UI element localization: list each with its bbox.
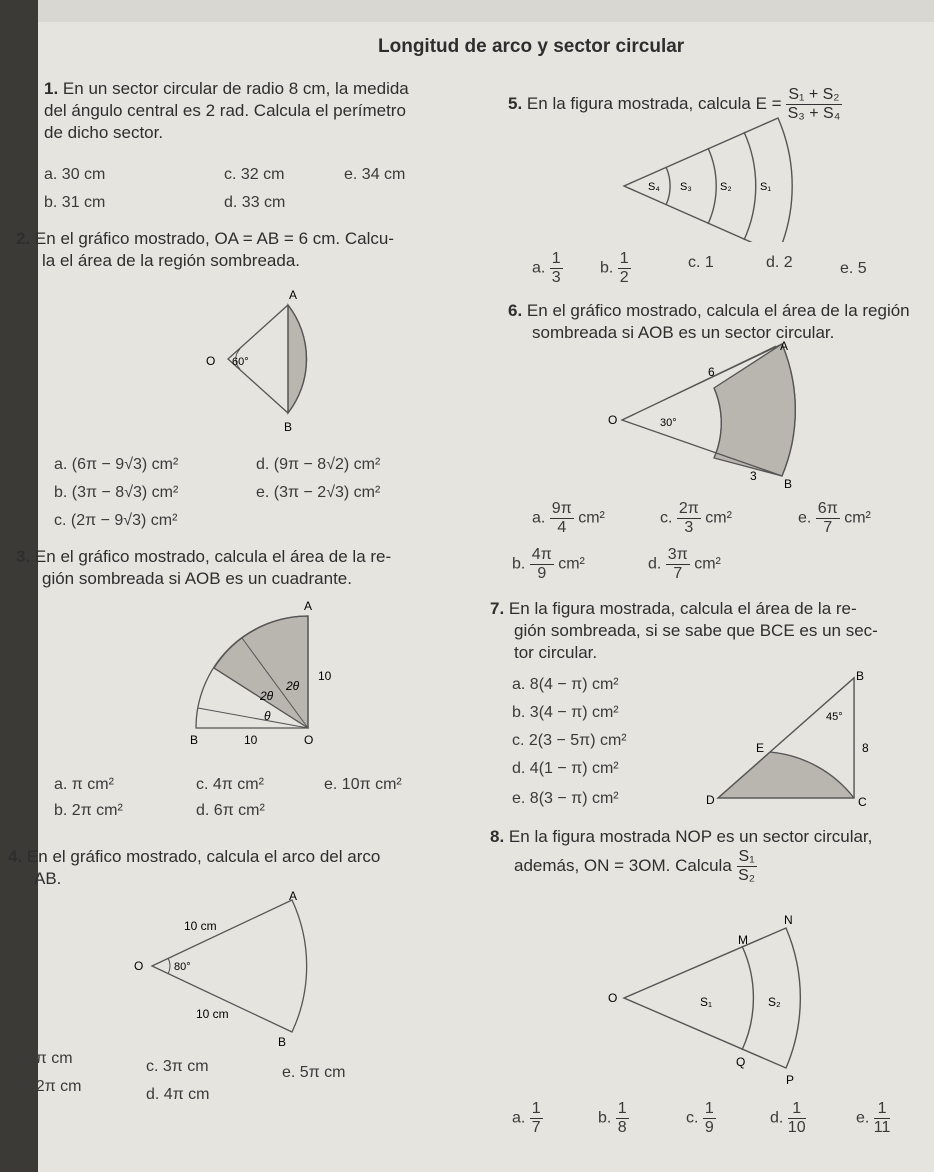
q6-option-c-label: c.: [660, 509, 673, 527]
q7-option-b[interactable]: b. 3(4 − π) cm²: [512, 704, 619, 721]
q5-formula-den: S₃ + S₄: [787, 105, 841, 122]
q3-option-b[interactable]: b. 2π cm²: [54, 802, 123, 819]
q3-label-ten-bottom: 10: [244, 733, 258, 747]
q6-option-c-frac: [677, 500, 701, 537]
q3-line-2: gión sombreada si AOB es un cuadrante.: [42, 569, 352, 588]
worksheet-page: [8, 0, 934, 1172]
q4-option-d[interactable]: d. 4π cm: [146, 1086, 210, 1103]
q6-option-b-unit: cm²: [558, 555, 585, 573]
q5-option-b-den: 2: [619, 269, 629, 286]
q3-number: 3.: [16, 547, 31, 566]
q4-label-o: O: [134, 959, 144, 973]
q3-label-theta: θ: [264, 709, 271, 723]
q8-label-q: Q: [736, 1055, 746, 1069]
q8-label-s1: S₁: [700, 995, 713, 1009]
q6-label-six: 6: [708, 365, 715, 379]
q6-label-b: B: [784, 477, 793, 491]
q4-option-c[interactable]: c. 3π cm: [146, 1058, 209, 1075]
q6-option-e-frac: [816, 500, 840, 537]
q8-option-a-num: 1: [531, 1100, 541, 1117]
q6-option-a-unit: cm²: [578, 509, 605, 527]
q8-ratio: [737, 848, 757, 885]
q4-line-1: En el gráfico mostrado, calcula el arco del arco: [26, 847, 381, 866]
q5-formula-num: S₁ + S₂: [788, 86, 840, 103]
q2-angle-label: 60°: [232, 356, 249, 368]
q8-number: 8.: [490, 827, 505, 846]
q5-option-a[interactable]: [532, 250, 563, 287]
q3-label-a: A: [304, 599, 313, 613]
q3-option-e[interactable]: e. 10π cm²: [324, 776, 402, 793]
q4-label-b: B: [278, 1035, 287, 1048]
q3-option-a[interactable]: a. π cm²: [54, 776, 114, 793]
q5-option-a-label: a.: [532, 259, 546, 277]
q6-option-a[interactable]: [532, 500, 605, 537]
q8-option-b-frac: [616, 1100, 629, 1137]
q8-option-c[interactable]: [686, 1100, 716, 1137]
q1-option-a[interactable]: a. 30 cm: [44, 166, 106, 183]
q3-label-o: O: [304, 733, 314, 747]
q6-label-three: 3: [750, 469, 757, 483]
q1-line-2: del ángulo central es 2 rad. Calcula el perímetro: [44, 101, 406, 120]
q2-line-1: En el gráfico mostrado, OA = AB = 6 cm. Calcu-: [34, 229, 394, 248]
q5-option-d-label: d.: [766, 254, 780, 271]
q6-option-d-den: 7: [673, 565, 683, 582]
q7-option-e[interactable]: e. 8(3 − π) cm²: [512, 790, 619, 807]
q2-number: 2.: [16, 229, 31, 248]
q6-option-b-num: 4π: [531, 546, 552, 563]
q5-label-s1: S₁: [760, 181, 772, 193]
q8-option-b-den: 8: [617, 1119, 627, 1136]
q8-option-e-num: 1: [874, 1100, 891, 1119]
q6-line-1: En el gráfico mostrado, calcula el área de la región: [526, 301, 910, 320]
q5-option-a-den: 3: [551, 269, 561, 286]
page-top-edge: [38, 0, 934, 22]
q1-option-c[interactable]: c. 32 cm: [224, 166, 285, 183]
q5-arc-2: [708, 148, 716, 224]
q6-figure: [608, 336, 828, 496]
q7-number: 7.: [490, 599, 505, 618]
q7-angle-label: 45°: [826, 711, 843, 723]
page-title: Longitud de arco y sector circular: [378, 36, 685, 57]
q4-option-e[interactable]: e. 5π cm: [282, 1064, 346, 1081]
q6-label-o: O: [608, 413, 618, 427]
q4-line-2: AB.: [34, 869, 62, 888]
q6-line-2: sombreada si AOB es un sector circular.: [532, 323, 835, 342]
q1-number: 1.: [44, 79, 59, 98]
q8-label-n: N: [784, 913, 793, 927]
q6-number: 6.: [508, 301, 523, 320]
q7-line-1: En la figura mostrada, calcula el área de la re-: [508, 599, 857, 618]
q6-angle-label: 30°: [660, 417, 677, 429]
q4-label-r2: 10 cm: [196, 1007, 229, 1021]
q4-number: 4.: [8, 847, 23, 866]
q8-option-c-label: c.: [686, 1109, 699, 1127]
q3-label-b: B: [190, 733, 199, 747]
q5-arc-3: [744, 132, 756, 240]
q8-option-a-label: a.: [512, 1109, 526, 1127]
q6-option-b[interactable]: [512, 546, 585, 583]
q3-figure: [168, 598, 348, 753]
q5-option-e-label: e.: [840, 260, 854, 277]
q8-label-o: O: [608, 991, 618, 1005]
q5-option-c-label: c.: [688, 254, 701, 271]
q6-option-a-den: 4: [557, 519, 567, 536]
q4-option-b[interactable]: b. 2π cm: [18, 1078, 82, 1095]
q7-option-d[interactable]: d. 4(1 − π) cm²: [512, 760, 619, 777]
q5-option-d-value: 2: [783, 254, 793, 271]
q6-option-a-frac: [550, 500, 574, 537]
q6-option-e-num: 6π: [817, 500, 838, 517]
q6-option-b-den: 9: [537, 565, 547, 582]
q3-label-2theta-b: 2θ: [260, 689, 274, 703]
q8-option-b[interactable]: [598, 1100, 629, 1137]
q3-option-c[interactable]: c. 4π cm²: [196, 776, 264, 793]
q6-option-c[interactable]: [660, 500, 732, 537]
q8-option-d-den: 10: [787, 1119, 806, 1136]
q5-option-d[interactable]: [766, 254, 793, 272]
q8-option-e[interactable]: [856, 1100, 890, 1137]
q2-option-e[interactable]: e. (3π − 2√3) cm²: [256, 484, 381, 501]
q8-option-d-num: 1: [788, 1100, 806, 1119]
q8-option-c-den: 9: [704, 1119, 714, 1136]
q8-label-p: P: [786, 1073, 795, 1087]
q6-option-c-num: 2π: [678, 500, 699, 517]
q8-line-2: además, ON = 3OM. Calcula: [514, 855, 732, 875]
q5-option-a-num: 1: [551, 250, 561, 267]
q8-ratio-num: S₁: [738, 848, 755, 865]
q8-option-a[interactable]: [512, 1100, 543, 1137]
q8-option-e-frac: [874, 1100, 891, 1137]
q8-label-s2: S₂: [768, 995, 781, 1009]
q6-option-d-num: 3π: [667, 546, 688, 563]
q6-option-b-frac: [530, 546, 554, 583]
q6-option-a-label: a.: [532, 509, 546, 527]
q6-option-d[interactable]: [648, 546, 721, 583]
q7-figure: [704, 668, 894, 818]
q2-option-c[interactable]: c. (2π − 9√3) cm²: [54, 512, 178, 529]
q7-option-a[interactable]: a. 8(4 − π) cm²: [512, 676, 619, 693]
q2-shaded-segment: [288, 305, 307, 413]
q1-line-1: En un sector circular de radio 8 cm, la medida: [62, 79, 409, 98]
q4-angle-arc: [168, 958, 170, 974]
q6-option-d-label: d.: [648, 555, 662, 573]
q2-option-d[interactable]: d. (9π − 8√2) cm²: [256, 456, 381, 473]
q7-label-eight: 8: [862, 741, 869, 755]
q4-text: [8, 846, 380, 890]
q5-figure: [616, 112, 806, 242]
q4-option-a[interactable]: a. π cm: [18, 1050, 73, 1067]
q5-option-a-frac: [550, 250, 563, 287]
q4-label-r1: 10 cm: [184, 919, 217, 933]
q8-option-d-frac: [788, 1100, 806, 1137]
q6-label-a: A: [780, 339, 789, 353]
q5-option-b[interactable]: [600, 250, 631, 287]
q5-option-e-value: 5: [857, 260, 867, 277]
q8-option-b-label: b.: [598, 1109, 612, 1127]
q6-option-e-unit: cm²: [844, 509, 871, 527]
q5-option-c-value: 1: [704, 254, 714, 271]
q6-option-d-frac: [666, 546, 690, 583]
q2-option-a[interactable]: a. (6π − 9√3) cm²: [54, 456, 179, 473]
q3-shaded-sector: [214, 616, 308, 728]
q8-inner-arc: [742, 946, 753, 1050]
q6-option-e-label: e.: [798, 509, 812, 527]
q6-option-a-num: 9π: [551, 500, 572, 517]
q8-option-d[interactable]: [770, 1100, 806, 1137]
q8-option-b-num: 1: [617, 1100, 627, 1117]
q7-label-c: C: [858, 795, 867, 809]
q5-option-b-label: b.: [600, 259, 614, 277]
q2-line-2: la el área de la región sombreada.: [42, 251, 300, 270]
q6-option-d-unit: cm²: [694, 555, 721, 573]
q7-line-3: tor circular.: [514, 643, 598, 662]
q6-option-e[interactable]: [798, 500, 871, 537]
q8-ratio-den: S₂: [738, 867, 755, 884]
q3-option-d[interactable]: d. 6π cm²: [196, 802, 265, 819]
q3-label-ten-right: 10: [318, 669, 332, 683]
q2-figure: [188, 285, 338, 435]
q3-text: [16, 546, 391, 590]
q8-option-c-num: 1: [704, 1100, 714, 1117]
q1-option-e[interactable]: e. 34 cm: [344, 166, 406, 183]
q7-option-c[interactable]: c. 2(3 − 5π) cm²: [512, 732, 627, 749]
q5-label-s3: S₃: [680, 181, 692, 193]
q5-option-b-num: 1: [619, 250, 629, 267]
q1-option-d[interactable]: d. 33 cm: [224, 194, 286, 211]
q1-text: [44, 78, 409, 144]
q5-option-b-frac: [618, 250, 631, 287]
q1-option-b[interactable]: b. 31 cm: [44, 194, 106, 211]
q3-line-1: En el gráfico mostrado, calcula el área de la re-: [34, 547, 392, 566]
q8-line-1: En la figura mostrada NOP es un sector circular,: [508, 827, 873, 846]
q5-number: 5.: [508, 93, 523, 113]
q2-option-b[interactable]: b. (3π − 8√3) cm²: [54, 484, 179, 501]
q7-label-e: E: [756, 741, 765, 755]
q6-option-e-den: 7: [823, 519, 833, 536]
q8-label-m: M: [738, 933, 748, 947]
q5-arc-1: [666, 167, 670, 205]
q4-label-a: A: [289, 889, 298, 903]
q2-text: [16, 228, 394, 272]
q1-line-3: de dicho sector.: [44, 123, 164, 142]
q2-label-o: O: [206, 354, 216, 368]
q7-label-b: B: [856, 669, 865, 683]
q8-text: [490, 826, 872, 885]
q7-label-d: D: [706, 793, 715, 807]
q2-label-a: A: [289, 288, 298, 302]
q5-label-s2: S₂: [720, 181, 732, 193]
q5-line: En la figura mostrada, calcula E =: [526, 93, 782, 113]
q7-line-2: gión sombreada, si se sabe que BCE es un sec-: [514, 621, 878, 640]
q6-option-c-den: 3: [684, 519, 694, 536]
q3-label-2theta-a: 2θ: [286, 679, 300, 693]
q8-option-a-den: 7: [531, 1119, 541, 1136]
q4-figure: [134, 888, 334, 1048]
q5-option-c[interactable]: [688, 254, 714, 272]
q5-label-s4: S₄: [648, 181, 660, 193]
q8-option-e-label: e.: [856, 1109, 870, 1127]
q5-option-e[interactable]: [840, 260, 867, 278]
q6-option-b-label: b.: [512, 555, 526, 573]
q4-angle-label: 80°: [174, 961, 191, 973]
q8-figure: [608, 910, 808, 1090]
q7-text: [490, 598, 878, 664]
q8-option-d-label: d.: [770, 1109, 784, 1127]
q8-option-c-frac: [703, 1100, 716, 1137]
q6-option-c-unit: cm²: [705, 509, 732, 527]
q8-option-e-den: 11: [873, 1119, 891, 1136]
q2-label-b: B: [284, 420, 293, 434]
q8-option-a-frac: [530, 1100, 543, 1137]
